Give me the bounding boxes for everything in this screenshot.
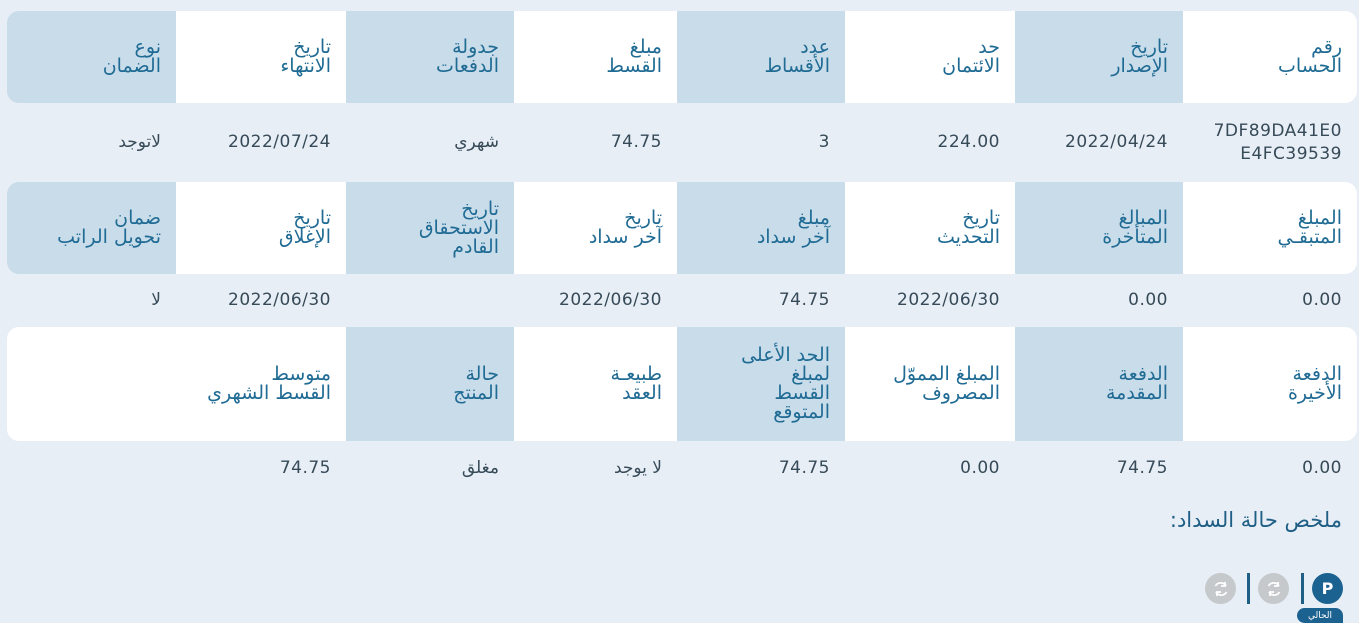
current-step-label: الحالي [1297, 608, 1343, 623]
header-row-3 [7, 327, 1357, 441]
header-down-payment: الدفعة المقدمة [1015, 327, 1183, 441]
current-step-glyph: P [1321, 579, 1334, 598]
value-overdue-amounts: 0.00 [1128, 290, 1168, 310]
header-row-1 [7, 11, 1357, 103]
values-row-1 [7, 103, 1357, 182]
value-remaining-amount: 0.00 [1302, 290, 1342, 310]
value-avg-monthly-installment: 74.75 [279, 457, 331, 478]
value-max-expected-installment: 74.75 [778, 457, 830, 478]
header-installment-amount: مبلغ القسط [514, 11, 677, 103]
value-issue-date: 2022/04/24 [1065, 132, 1168, 152]
header-update-date: تاريخ التحديث [845, 182, 1015, 274]
header-row-2 [7, 182, 1357, 274]
value-last-payment: 0.00 [1302, 457, 1342, 478]
value-update-date: 2022/06/30 [897, 290, 1000, 310]
header-last-payment-date: تاريخ آخر سداد [514, 182, 677, 274]
value-installments-count: 3 [818, 132, 830, 152]
refresh-icon[interactable] [1258, 573, 1289, 604]
header-payment-schedule: جدولة الدفعات [346, 11, 514, 103]
timeline-separator [1301, 573, 1304, 604]
header-closing-date: تاريخ الإغلاق [176, 182, 346, 274]
value-financed-amount: 0.00 [960, 457, 1000, 478]
header-contract-nature: طبيعـة العقد [514, 327, 677, 441]
header-last-payment-amount: مبلغ آخر سداد [677, 182, 845, 274]
header-account-number: رقم الحساب [1183, 11, 1357, 103]
values-row-3 [7, 441, 1357, 495]
header-credit-limit: حد الائتمان [845, 11, 1015, 103]
value-last-payment-date: 2022/06/30 [559, 290, 662, 310]
values-row-2 [7, 274, 1357, 327]
header-financed-amount: المبلغ المموّل المصروف [845, 327, 1015, 441]
value-end-date: 2022/07/24 [228, 132, 331, 152]
timeline-separator [1247, 573, 1250, 604]
value-down-payment: 74.75 [1116, 457, 1168, 478]
value-installment-amount: 74.75 [610, 132, 662, 152]
header-avg-monthly-installment: متوسط القسط الشهري [7, 327, 346, 441]
value-contract-nature: لا يوجد [613, 457, 662, 478]
header-issue-date: تاريخ الإصدار [1015, 11, 1183, 103]
value-guarantee-type: لاتوجد [118, 132, 161, 152]
header-salary-transfer-guarantee: ضمان تحويل الراتب [7, 182, 176, 274]
header-remaining-amount: المبلغ المتبقـي [1183, 182, 1357, 274]
header-next-due-date: تاريخ الاستحقاق القادم [346, 182, 514, 274]
value-credit-limit: 224.00 [937, 132, 1000, 152]
value-payment-schedule: شهري [454, 132, 499, 152]
header-installments-count: عدد الأقساط [677, 11, 845, 103]
payment-status-timeline [1205, 572, 1345, 623]
header-guarantee-type: نوع الضمان [7, 11, 176, 103]
value-last-payment-amount: 74.75 [778, 290, 830, 310]
refresh-icon[interactable] [1205, 573, 1236, 604]
header-max-expected-installment: الحد الأعلى لمبلغ القسط المتوقع [677, 327, 845, 441]
value-account-number: 7DF89DA41E0 E4FC39539 [1213, 120, 1342, 164]
value-closing-date: 2022/06/30 [228, 290, 331, 310]
payment-summary-title: ملخص حالة السداد: [1169, 508, 1342, 532]
header-product-status: حالة المنتج [346, 327, 514, 441]
header-overdue-amounts: المبالغ المتأخرة [1015, 182, 1183, 274]
value-product-status: مغلق [461, 457, 499, 478]
value-salary-transfer-guarantee: لا [151, 290, 161, 310]
header-last-payment: الدفعة الأخيرة [1183, 327, 1357, 441]
flag-icon[interactable] [1312, 573, 1343, 604]
header-end-date: تاريخ الانتهاء [176, 11, 346, 103]
